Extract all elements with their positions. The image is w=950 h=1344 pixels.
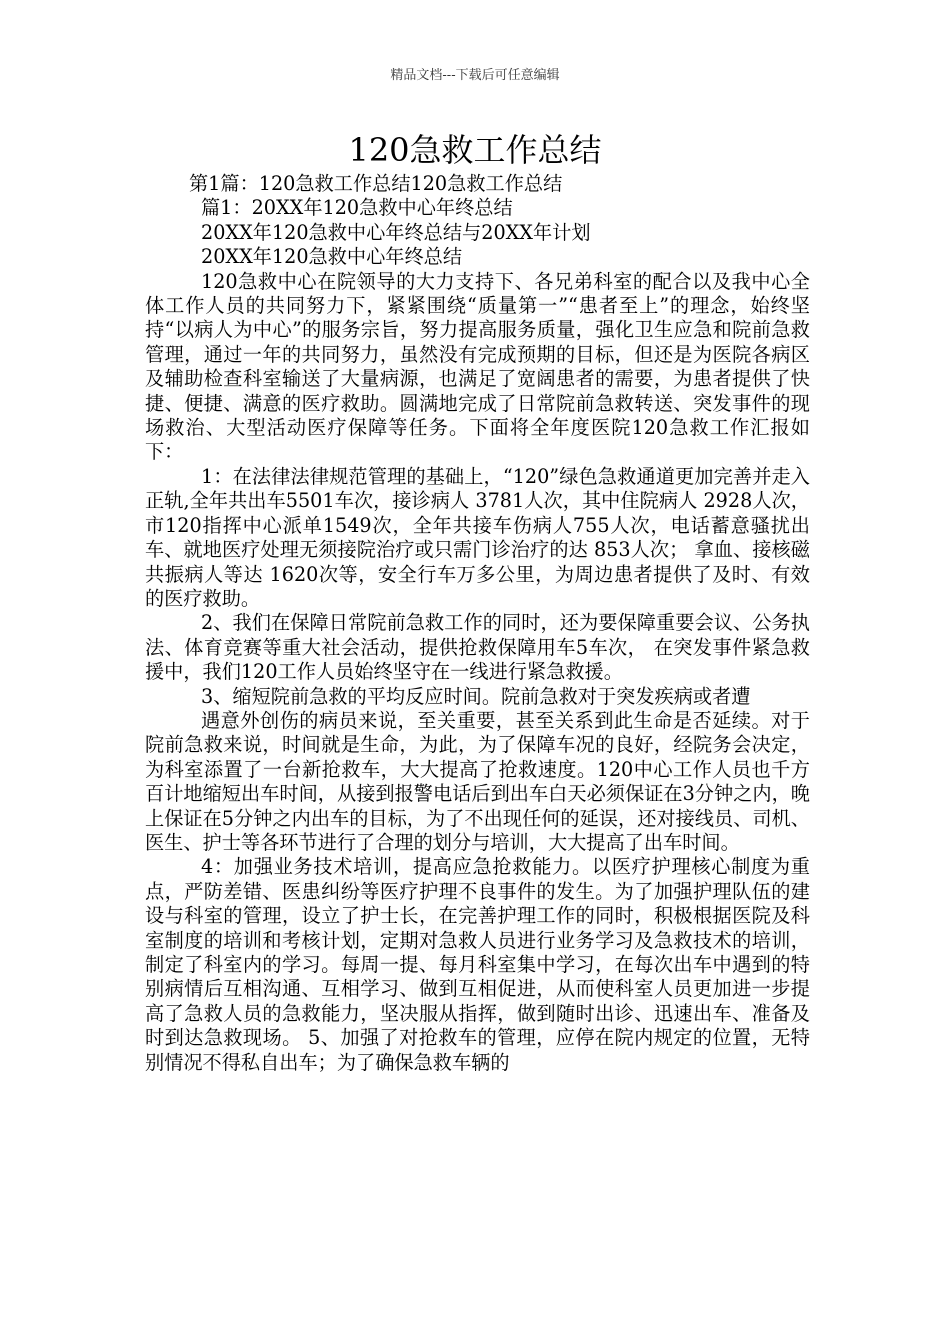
paragraph-intro: 120急救中心在院领导的大力支持下、各兄弟科室的配合以及我中心全体工作人员的共同努力下，紧紧围绕“质量第一”“患者至上”的理念，始终坚持“以病人为中心”的服务宗旨，努力提高服务质量，强化卫生应急和院前急救管理，通过一年的共同努力，虽然没有完成预期的目标，但还是为医院各病区及辅助检查科室输送了大量病源，也满足了宽阔患者的需要，为患者提供了快捷、便捷、满意的医疗救助。圆满地完成了日常院前急救转送、突发事件的现场救治、大型活动医疗保障等任务。下面将全年度医院120急救工作汇报如下： [145,269,810,464]
document-body [145,172,810,1075]
paragraph-item-2: 2、我们在保障日常院前急救工作的同时，还为要保障重要会议、公务执法、体育竞赛等重大社会活动，提供抢救保障用车5车次， 在突发事件紧急救援中，我们120工作人员始终坚守在一线进行紧急救援。 [145,611,810,684]
paragraph-item-4: 4：加强业务技术培训，提高应急抢救能力。以医疗护理核心制度为重点，严防差错、医患纠纷等医疗护理不良事件的发生。为了加强护理队伍的建设与科室的管理，设立了护士长，在完善护理工作的同时，积极根据医院及科室制度的培训和考核计划，定期对急救人员进行业务学习及急救技术的培训，制定了科室内的学习。每周一提、每月科室集中学习，在每次出车中遇到的特别病情后互相沟通、互相学习、做到互相促进，从而使科室人员更加进一步提高了急救人员的急救能力，坚决服从指挥，做到随时出诊、迅速出车、准备及时到达急救现场。 5、加强了对抢救车的管理，应停在院内规定的位置，无特别情况不得私自出车；为了确保急救车辆的 [145,855,810,1074]
heading-line-3: 20XX年120急救中心年终总结与20XX年计划 [201,220,591,244]
paragraph-item-3-cont: 遇意外创伤的病员来说，至关重要，甚至关系到此生命是否延续。对于院前急救来说，时间就是生命，为此，为了保障车况的良好，经院务会决定，为科室添置了一台新抢救车，大大提高了抢救速度。120中心工作人员也千方百计地缩短出车时间，从接到报警电话后到出车白天必须保证在3分钟之内，晚上保证在5分钟之内出车的目标，为了不出现任何的延误，还对接线员、司机、医生、护士等各环节进行了合理的划分与培训，大大提高了出车时间。 [145,708,810,854]
heading-line-2: 篇1：20XX年120急救中心年终总结 [201,196,513,220]
heading-line-4: 20XX年120急救中心年终总结 [201,245,463,269]
document-title: 120急救工作总结 [348,131,602,169]
page-header: 精品文档---下载后可任意编辑 [390,68,560,83]
heading-line-1: 第1篇：120急救工作总结120急救工作总结 [189,172,563,195]
paragraph-item-1: 1：在法律法律规范管理的基础上，“120”绿色急救通道更加完善并走入正轨,全年共出车5501车次，接诊病人 3781人次，其中住院病人 2928人次，市120指挥中心派单1549次，全年共接车伤病人755人次，电话蓄意骚扰出车、就地医疗处理无须接院治疗或只需门诊治疗的达 853人次； 拿血、接核磁共振病人等达 1620次等，安全行车万多公里，为周边患者提供了及时、有效的医疗救助。 [145,464,810,610]
paragraph-item-3: 3、缩短院前急救的平均反应时间。院前急救对于突发疾病或者遭 [201,684,751,708]
